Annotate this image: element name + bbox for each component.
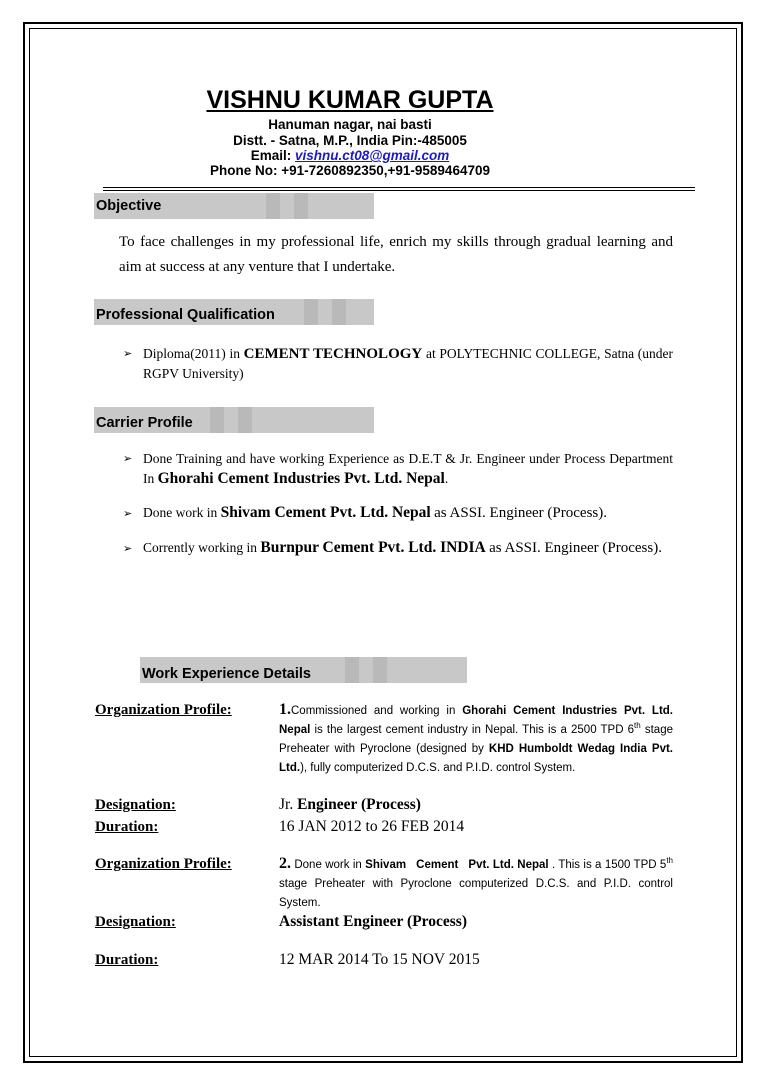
phone-number: +91-7260892350,+91-9589464709 [281, 163, 490, 178]
entry-number: 1. [279, 701, 291, 718]
career-item-text-2: as ASSI. Engineer (Process). [434, 505, 607, 521]
org-text-2: . This is a 1500 TPD 5 [551, 859, 667, 871]
career-item-text-2: as ASSI. Engineer (Process). [489, 540, 662, 556]
email-line [0, 148, 700, 163]
email-link[interactable]: vishnu.ct08@gmail.com [295, 148, 450, 163]
duration-value-2: 12 MAR 2014 To 15 NOV 2015 [279, 951, 480, 968]
email-label: Email: [250, 148, 292, 163]
org-company: Shivam Cement Pvt. Ltd. Nepal [365, 859, 549, 871]
phone-label: Phone No: [210, 163, 278, 178]
designation-value-2 [279, 913, 467, 931]
career-item-bold: Ghorahi Cement Industries Pvt. Ltd. Nepal [157, 470, 445, 487]
org-text-3: stage Preheater with Pyroclone computerized D.C.S. and P.I.D. control System. [279, 878, 673, 909]
entry-number: 2. [279, 855, 291, 872]
org-text-4: ), fully computerized D.C.S. and P.I.D. control System. [300, 762, 576, 774]
career-item-bold: Shivam Cement Pvt. Ltd. Nepal [220, 504, 431, 521]
address-line-2: Distt. - Satna, M.P., India Pin:-485005 [233, 133, 467, 148]
ordinal-suffix: th [666, 856, 673, 866]
career-item-2 [143, 503, 673, 523]
career-item-text: Done Training and have working Experience as D.E.T & Jr. Engineer under Process Department In [143, 451, 673, 486]
bullet-arrow-icon: ➢ [123, 453, 133, 465]
org-text: Done work in [294, 859, 362, 871]
qualification-item [143, 344, 673, 384]
qualification-item-bold: CEMENT TECHNOLOGY [243, 346, 423, 362]
objective-text: To face challenges in my professional life, enrich my skills through gradual learning and aim at success at any venture that I undertake. [119, 234, 673, 275]
career-item-3 [143, 538, 673, 558]
duration-label: Duration: [95, 952, 159, 968]
org-company: Ghorahi Cement Industries Pvt. Ltd. Nepal [279, 705, 674, 736]
org-profile-label: Organization Profile: [95, 856, 232, 872]
org-text-3: stage Preheater with Pyroclone (designed by [279, 724, 673, 755]
org-profile-label: Organization Profile: [95, 702, 232, 718]
qualification-item-text: Diploma(2011) in [143, 346, 240, 361]
work-heading: Work Experience Details [142, 666, 311, 682]
designation-title: Engineer (Process) [297, 796, 421, 813]
org-text: Commissioned and working in [291, 705, 456, 717]
career-item-text: Corrently working in [143, 540, 257, 555]
phone-line [0, 163, 700, 178]
candidate-name: VISHNU KUMAR GUPTA [206, 86, 494, 114]
designation-title: Assistant Engineer (Process) [279, 913, 467, 930]
org-profile-1 [279, 700, 673, 778]
designation-prefix: Jr. [279, 796, 294, 813]
career-item-1 [143, 449, 673, 489]
bullet-arrow-icon: ➢ [123, 508, 133, 520]
bullet-arrow-icon: ➢ [123, 543, 133, 555]
career-heading: Carrier Profile [96, 415, 193, 431]
duration-label: Duration: [95, 819, 159, 835]
org-profile-2 [279, 854, 673, 913]
objective-heading: Objective [96, 198, 162, 214]
org-designer: KHD Humboldt Wedag India Pvt. Ltd. [279, 743, 674, 774]
designation-value-1 [279, 796, 421, 814]
career-item-text-2: . [444, 471, 449, 486]
org-text-2: is the largest cement industry in Nepal. This is a 2500 TPD 6 [314, 724, 635, 736]
designation-label: Designation: [95, 797, 176, 813]
ordinal-suffix: th [634, 721, 641, 731]
header-divider-2 [103, 190, 695, 191]
header-divider [103, 187, 695, 188]
career-item-text: Done work in [143, 505, 218, 520]
designation-label: Designation: [95, 914, 176, 930]
bullet-arrow-icon: ➢ [123, 348, 133, 360]
career-item-bold: Burnpur Cement Pvt. Ltd. INDIA [260, 539, 486, 556]
qualification-item-text-2: at POLYTECHNIC COLLEGE, Satna (under RGPV University) [143, 346, 674, 381]
qualification-heading: Professional Qualification [96, 307, 275, 323]
duration-value-1: 16 JAN 2012 to 26 FEB 2014 [279, 818, 465, 835]
address-line-1: Hanuman nagar, nai basti [268, 117, 432, 132]
